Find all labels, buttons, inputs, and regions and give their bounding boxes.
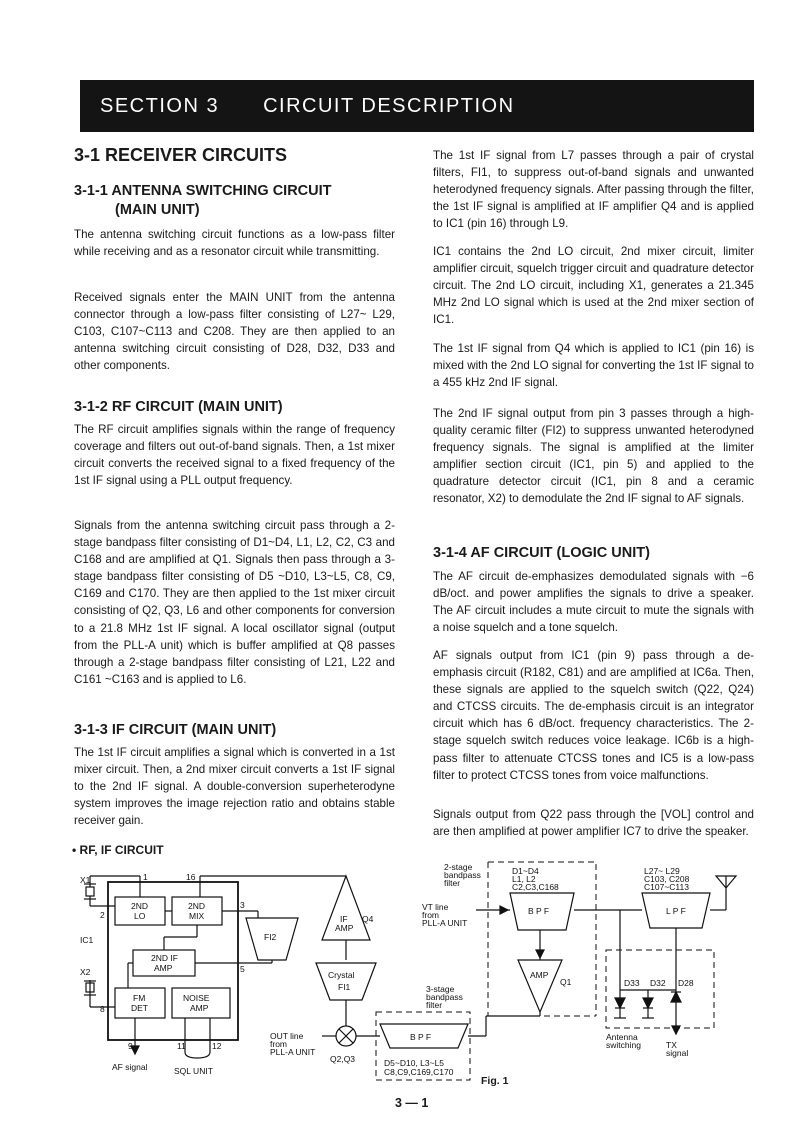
paragraph: Signals from the antenna switching circuit pass through a 2-stage bandpass filter consisting of D1~D4, L1, L2, C2, C3 and C168 and are amplified at Q1. Signals then pass through a 3-stage bandpass filter consisting of D5 ~D10, L3~L5, C8, C9, C169 and C170. They are then applied to the 1st mixer circuit consisting of Q2, Q3, L6 and other components for conversion to a 21.8 MHz 1st IF signal. A local oscillator signal (output from the PLL-A unit) which is buffer amplified at Q8 passes through a 2-stage bandpass filter consisting of L21, L22 and C161 ~C163 and is applied to L6.: [74, 519, 395, 686]
heading-rf-circuit: 3-1-2 RF CIRCUIT (MAIN UNIT): [74, 399, 283, 415]
label-fm-1: FM: [133, 993, 146, 1003]
label-if2-2: AMP: [154, 963, 173, 973]
label-lpf-parts-2: C103, C208: [644, 874, 690, 884]
label-d33: D33: [624, 978, 640, 988]
paragraph: The RF circuit amplifies signals within the range of frequency coverage and filters out out-of-band signals. Then, a 1st mixer circuit converts the received signal to a fixed frequency of the 1st IF signal using a PLL output frequency.: [74, 423, 395, 488]
label-bpf2-parts-3: C2,C3,C168: [512, 882, 559, 892]
amp-q1: [518, 960, 562, 1012]
label-vt-line-1: VT line: [422, 902, 449, 912]
label-ant-sw-2: switching: [606, 1040, 641, 1050]
paragraph: The 2nd IF signal output from pin 3 passes through a high-quality ceramic filter (FI2) to suppress unwanted heterodyned frequency signals. The signal is amplified at the limiter amplifier section circuit (IC1, pin 5) and applied to the quadrature detector circuit (IC1, pin 8 and a ceramic resonator, X2) to demodulate the 2nd IF signal to AF signals.: [433, 407, 754, 506]
label-bpf3: B P F: [410, 1032, 432, 1042]
label-q2q3: Q2,Q3: [330, 1054, 356, 1064]
paragraph: Received signals enter the MAIN UNIT from the antenna connector through a low-pass filter consisting of L27~ L29, C103, C107~C113 and C208. They are then applied to an antenna switching circuit consisting of D28, D32, D33 and other components.: [74, 291, 395, 373]
paragraph: The antenna switching circuit functions as a low-pass filter while receiving and as a resonator circuit while transmitting.: [74, 228, 395, 259]
label-lo-1: 2ND: [131, 901, 149, 911]
paragraph: The AF circuit de-emphasizes demodulated signals with −6 dB/oct. and power amplifies the signals to drive a speaker. The AF circuit includes a mute circuit to mute the signals with a noise squelch and a tone squelch.: [433, 570, 754, 635]
label-x2: X2: [80, 967, 91, 977]
label-bpf3-3: filter: [426, 1000, 443, 1010]
label-ant-sw-1: Antenna: [606, 1032, 638, 1042]
label-q1: Q1: [560, 977, 572, 987]
label-mix-1: 2ND: [188, 901, 206, 911]
label-af-signal: AF signal: [112, 1062, 148, 1072]
heading-receiver-circuits: 3-1 RECEIVER CIRCUITS: [74, 145, 288, 165]
heading-af-circuit: 3-1-4 AF CIRCUIT (LOGIC UNIT): [433, 545, 650, 561]
label-tx-2: signal: [666, 1048, 689, 1058]
label-x1: X1: [80, 875, 91, 885]
label-bpf3-parts-1: D5~D10, L3~L5: [384, 1058, 445, 1068]
figure-caption: Fig. 1: [481, 1075, 509, 1087]
diagram-labels: [80, 862, 694, 1077]
label-ic1: IC1: [80, 935, 94, 945]
label-ifamp-1: IF: [340, 914, 348, 924]
label-crystal-1: Crystal: [328, 970, 355, 980]
label-noise-1: NOISE: [183, 993, 210, 1003]
label-noise-2: AMP: [190, 1003, 209, 1013]
figure-label: • RF, IF CIRCUIT: [72, 843, 164, 857]
label-lo-2: LO: [134, 911, 146, 921]
label-out-line-3: PLL-A UNIT: [270, 1047, 316, 1057]
label-bpf3-2: bandpass: [426, 992, 463, 1002]
label-bpf3-1: 3-stage: [426, 984, 455, 994]
paragraph: The 1st IF signal from L7 passes through a pair of crystal filters, FI1, to suppress out-of-band signals and unwanted heterodyned frequency signals. After passing through the filter, the 1st IF signal is amplified at IF amplifier Q4 and is applied to IC1 (pin 16) through L9.: [433, 149, 754, 231]
label-bpf2-parts-2: L1, L2: [512, 874, 536, 884]
antenna-switch-boundary: [606, 950, 714, 1028]
label-bpf2-3: filter: [444, 878, 461, 888]
label-pin12: 12: [212, 1041, 222, 1051]
label-lpf-parts-1: L27~ L29: [644, 866, 680, 876]
paragraph: IC1 contains the 2nd LO circuit, 2nd mixer circuit, limiter amplifier circuit, squelch trigger circuit and quadrature detector circuit. The 2nd LO circuit, including X1, generates a 21.345 MHz 2nd LO signal which is used at the 2nd mixer section of IC1.: [433, 245, 754, 327]
paragraph: The 1st IF signal from Q4 which is applied to IC1 (pin 16) is mixed with the 2nd LO signal for converting the 1st IF signal to a 455 kHz 2nd IF signal.: [433, 342, 754, 390]
label-pin2: 2: [100, 910, 105, 920]
label-out-line-2: from: [270, 1039, 287, 1049]
label-bpf3-parts-2: C8,C9,C169,C170: [384, 1067, 454, 1077]
label-lpf-parts-3: C107~C113: [644, 882, 689, 892]
heading-line: 3-1-1 ANTENNA SWITCHING CIRCUIT: [74, 183, 332, 199]
label-fm-2: DET: [131, 1003, 148, 1013]
label-if2-1: 2ND IF: [151, 953, 178, 963]
label-lpf: L P F: [666, 906, 686, 916]
paragraph: The 1st IF circuit amplifies a signal which is converted in a 1st mixer circuit. Then, a 2nd mixer circuit converts a 1st IF signal to the 2nd IF signal. A double-conversion superheterodyne system improves the image rejection ratio and obtains stable receiver gain.: [74, 746, 395, 828]
label-d28: D28: [678, 978, 694, 988]
label-bpf2: B P F: [528, 906, 550, 916]
label-bpf2-2: bandpass: [444, 870, 481, 880]
label-d32: D32: [650, 978, 666, 988]
heading-line: (MAIN UNIT): [115, 202, 200, 218]
label-pin3: 3: [240, 900, 245, 910]
paragraph: Signals output from Q22 pass through the [VOL] control and are then amplified at power amplifier IC7 to drive the speaker.: [433, 808, 754, 839]
label-vt-line-3: PLL-A UNIT: [422, 918, 468, 928]
label-pin16: 16: [186, 872, 196, 882]
paragraph: AF signals output from IC1 (pin 9) pass through a de-emphasis circuit (R182, C81) and are amplified at IC6a. Then, these signals are applied to the squelch switch (Q22, Q24) and CTCSS circuits. The de-emphasis circuit is an integrator circuit which has 6 dB/oct. frequency characteristics. The 2-stage squelch switch reduces voice leakage. IC6b is a high-pass filter to attenuate CTCSS tones and IC5 is a low-pass filter to protect CTCSS tones from voice malfunctions.: [433, 649, 754, 782]
x1-crystal: [86, 887, 94, 896]
label-q4: Q4: [362, 914, 374, 924]
section-number: SECTION 3: [100, 94, 220, 117]
page-number: 3 — 1: [395, 1096, 429, 1110]
label-pin1: 1: [143, 872, 148, 882]
label-pin8: 8: [100, 1004, 105, 1014]
label-sql-unit: SQL UNIT: [174, 1066, 213, 1076]
label-mix-2: MIX: [189, 911, 205, 921]
label-fi2: FI2: [264, 932, 277, 942]
label-pin11: 11: [177, 1041, 186, 1051]
label-pin9: 9: [128, 1041, 133, 1051]
label-tx-1: TX: [666, 1040, 677, 1050]
label-bpf2-parts-1: D1~D4: [512, 866, 539, 876]
heading-if-circuit: 3-1-3 IF CIRCUIT (MAIN UNIT): [74, 722, 277, 738]
label-pin5: 5: [240, 964, 245, 974]
label-bpf2-1: 2-stage: [444, 862, 473, 872]
label-out-line-1: OUT line: [270, 1031, 304, 1041]
label-crystal-2: FI1: [338, 982, 351, 992]
label-amp: AMP: [530, 970, 549, 980]
label-vt-line-2: from: [422, 910, 439, 920]
label-ifamp-2: AMP: [335, 923, 354, 933]
section-title: CIRCUIT DESCRIPTION: [263, 94, 515, 117]
